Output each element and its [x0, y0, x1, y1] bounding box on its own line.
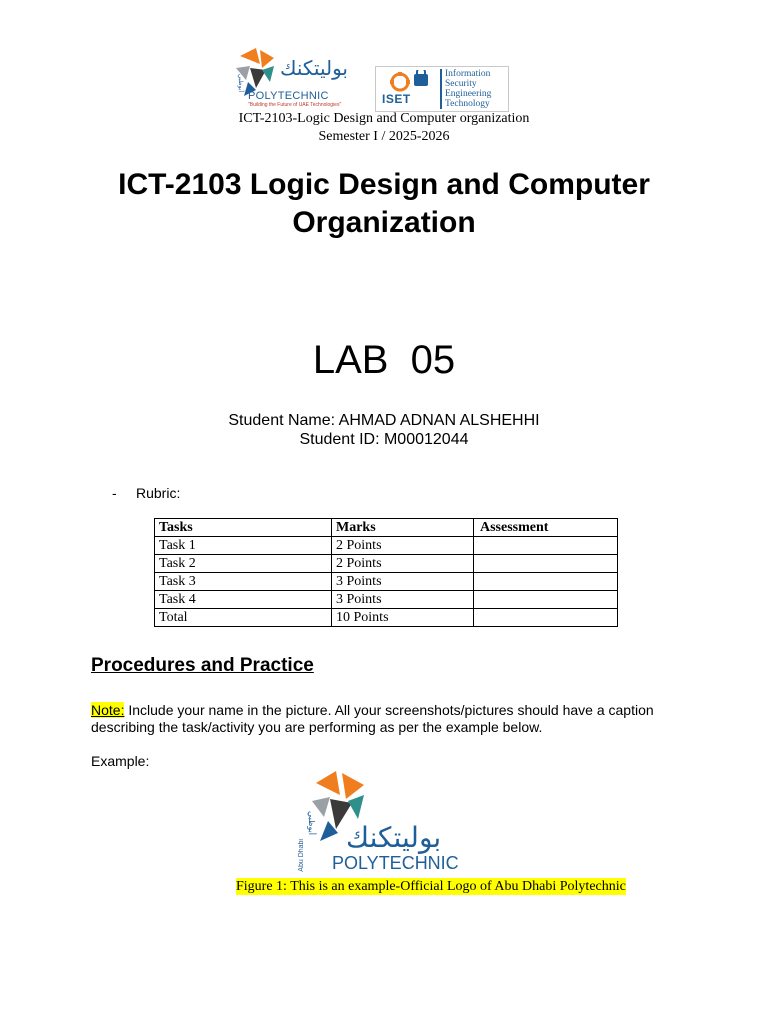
example-label: Example:: [91, 753, 150, 769]
page-title: [80, 166, 688, 242]
table-cell: [474, 555, 618, 573]
table-row: [155, 573, 618, 591]
table-cell: 2 Points: [332, 555, 474, 573]
figure-caption: Figure 1: This is an example-Official Logo of Abu Dhabi Polytechnic: [236, 879, 626, 894]
example-vertical-arabic: أبوظبي: [307, 811, 316, 836]
table-cell: Task 2: [155, 555, 332, 573]
table-cell: 3 Points: [332, 591, 474, 609]
section-heading: Procedures and Practice: [91, 655, 314, 676]
table-cell: [474, 537, 618, 555]
iset-line: Information: [445, 69, 491, 79]
table-header-tasks: Tasks: [155, 519, 332, 537]
course-line: ICT-2103-Logic Design and Computer organization: [238, 111, 530, 126]
polytechnic-tagline: "Building the Future of UAE Technologies": [248, 102, 342, 108]
table-cell: 2 Points: [332, 537, 474, 555]
table-row: [155, 555, 618, 573]
table-row: [155, 591, 618, 609]
rubric-label: [112, 485, 180, 501]
page-title-line-1: ICT-2103 Logic Design and Computer: [118, 168, 650, 201]
student-id: Student ID: M00012044: [299, 431, 469, 448]
iset-line: Engineering: [445, 89, 492, 99]
polytechnic-arabic-name: بوليتكنك: [280, 56, 348, 80]
table-cell: 10 Points: [332, 609, 474, 627]
student-name: Student Name: AHMAD ADNAN ALSHEHHI: [228, 412, 540, 429]
table-cell: [474, 573, 618, 591]
iset-acronym: ISET: [382, 92, 411, 106]
note-label: Note:: [91, 702, 125, 718]
table-row: [155, 537, 618, 555]
bullet-dash: -: [112, 485, 117, 501]
note-paragraph: [91, 702, 691, 736]
example-polytechnic-name: POLYTECHNIC: [332, 853, 459, 873]
polytechnic-logo-header: [226, 44, 366, 114]
iset-line: Security: [445, 79, 477, 89]
semester-line: Semester I / 2025-2026: [318, 129, 450, 144]
page-title-line-2: Organization: [292, 206, 476, 239]
polytechnic-vertical-arabic: أبوظبي: [237, 74, 243, 93]
iset-logo: [375, 66, 509, 112]
example-abu-dhabi: Abu Dhabi: [298, 839, 305, 872]
table-header-row: [155, 519, 618, 537]
lab-title: LAB 05: [312, 338, 456, 382]
table-cell: Task 3: [155, 573, 332, 591]
table-header-marks: Marks: [332, 519, 474, 537]
table-cell: Task 4: [155, 591, 332, 609]
rubric-label-text: Rubric:: [136, 485, 181, 501]
table-cell: Total: [155, 609, 332, 627]
note-text: Include your name in the picture. All your screenshots/pictures should have a caption describing the task/activity you are performing as per the example below.: [91, 702, 654, 735]
table-header-assessment: Assessment: [474, 519, 618, 537]
rubric-table: [154, 518, 618, 627]
table-cell: [474, 591, 618, 609]
table-cell: [474, 609, 618, 627]
iset-line: Technology: [445, 99, 490, 109]
example-arabic-name: بوليتكنك: [346, 821, 442, 854]
table-cell: Task 1: [155, 537, 332, 555]
table-row: [155, 609, 618, 627]
polytechnic-name: POLYTECHNIC: [248, 90, 329, 102]
polytechnic-logo-example: [298, 765, 464, 877]
iset-divider: [440, 69, 442, 109]
table-cell: 3 Points: [332, 573, 474, 591]
iset-program-name: [445, 69, 491, 109]
